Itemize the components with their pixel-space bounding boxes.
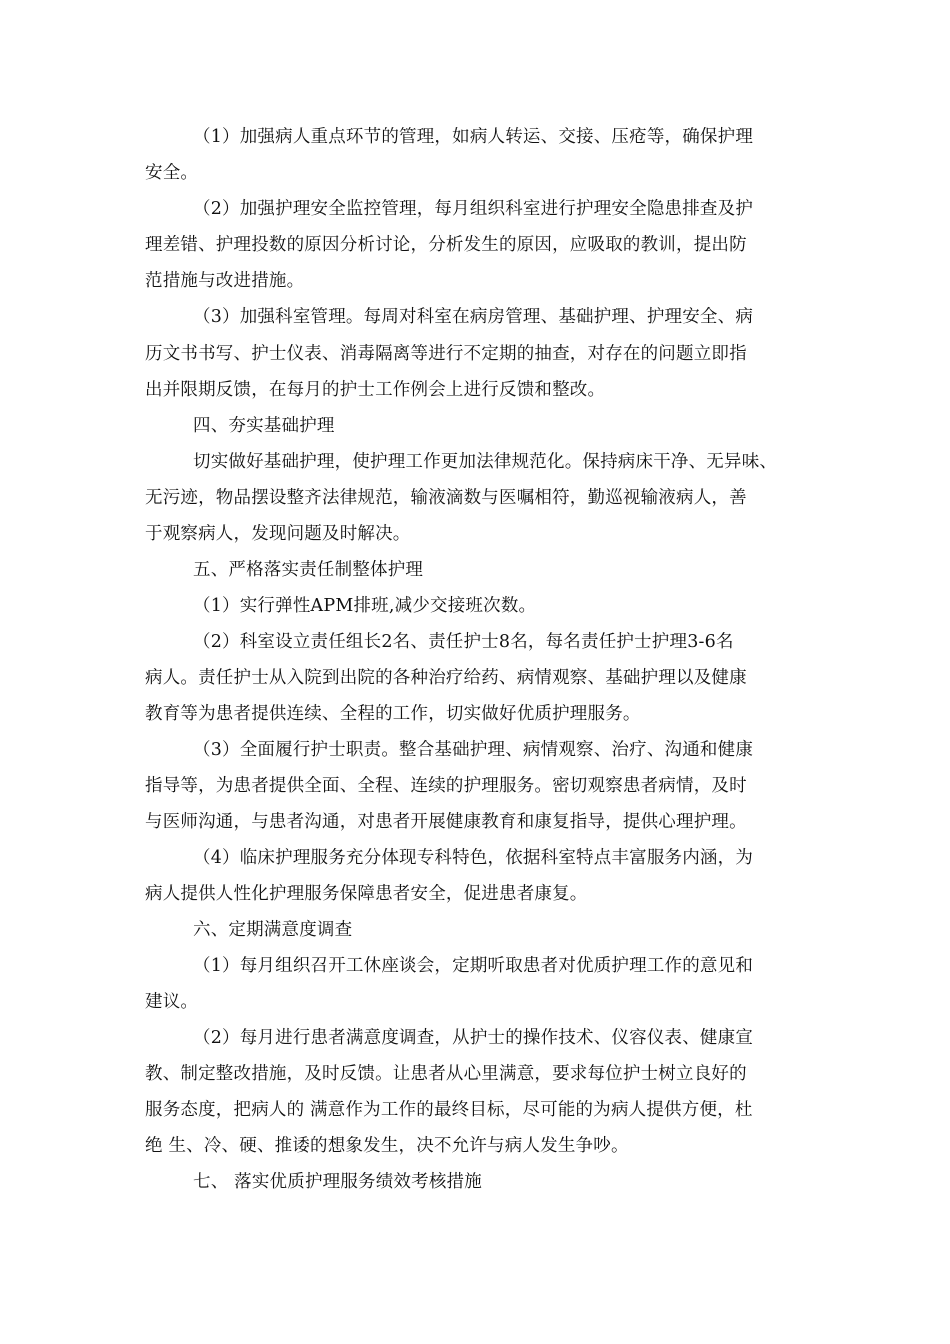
paragraph-line: 切实做好基础护理，使护理工作更加法律规范化。保持病床干净、无异味、	[193, 452, 778, 472]
paragraph-line: （1）每月组织召开工休座谈会，定期听取患者对优质护理工作的意见和	[193, 956, 754, 976]
paragraph-line: 病人。责任护士从入院到出院的各种治疗给药、病情观察、基础护理以及健康	[145, 668, 747, 688]
paragraph-line: 历文书书写、护士仪表、消毒隔离等进行不定期的抽查，对存在的问题立即指	[145, 344, 747, 364]
paragraph-line: （3）加强科室管理。每周对科室在病房管理、基础护理、护理安全、病	[193, 307, 754, 327]
paragraph-line: （3）全面履行护士职责。整合基础护理、病情观察、治疗、沟通和健康	[193, 740, 754, 760]
paragraph-line: 理差错、护理投数的原因分析讨论，分析发生的原因，应吸取的教训，提出防	[145, 235, 747, 255]
paragraph-line: （2）加强护理安全监控管理，每月组织科室进行护理安全隐患排查及护	[193, 199, 754, 219]
paragraph-line: 与医师沟通，与患者沟通，对患者开展健康教育和康复指导，提供心理护理。	[145, 812, 747, 832]
paragraph-line: 教、制定整改措施，及时反馈。让患者从心里满意，要求每位护士树立良好的	[145, 1064, 747, 1084]
paragraph-line: （2）科室设立责任组长2名、责任护士8名，每名责任护士护理3-6名	[193, 632, 734, 652]
paragraph-line: 无污迹，物品摆设整齐法律规范，输液滴数与医嘱相符，勤巡视输液病人，善	[145, 488, 747, 508]
paragraph-line: 指导等，为患者提供全面、全程、连续的护理服务。密切观察患者病情，及时	[145, 776, 747, 796]
paragraph-line: 出并限期反馈，在每月的护士工作例会上进行反馈和整改。	[145, 380, 606, 400]
paragraph-line: 服务态度，把病人的 满意作为工作的最终目标，尽可能的为病人提供方便，杜	[145, 1100, 753, 1120]
paragraph-line: 绝 生、冷、硬、推诿的想象发生，决不允许与病人发生争吵。	[145, 1136, 629, 1156]
paragraph-line: 建议。	[145, 992, 199, 1012]
paragraph-line: （1）加强病人重点环节的管理，如病人转运、交接、压疮等，确保护理	[193, 127, 754, 147]
paragraph-line: 病人提供人性化护理服务保障患者安全，促进患者康复。	[145, 884, 588, 904]
paragraph-line: 教育等为患者提供连续、全程的工作，切实做好优质护理服务。	[145, 704, 641, 724]
section-heading: 五、严格落实责任制整体护理	[193, 560, 424, 580]
paragraph-line: （4）临床护理服务充分体现专科特色，依据科室特点丰富服务内涵，为	[193, 848, 754, 868]
section-heading: 四、夯实基础护理	[193, 416, 335, 436]
paragraph-line: 于观察病人，发现问题及时解决。	[145, 524, 411, 544]
paragraph-line: 安全。	[145, 163, 199, 183]
paragraph-line: （1）实行弹性APM排班,减少交接班次数。	[193, 596, 537, 616]
paragraph-line: 范措施与改进措施。	[145, 271, 305, 291]
section-heading: 六、定期满意度调查	[193, 920, 353, 940]
paragraph-line: （2）每月进行患者满意度调查，从护士的操作技术、仪容仪表、健康宣	[193, 1028, 754, 1048]
section-heading: 七、 落实优质护理服务绩效考核措施	[193, 1172, 482, 1192]
